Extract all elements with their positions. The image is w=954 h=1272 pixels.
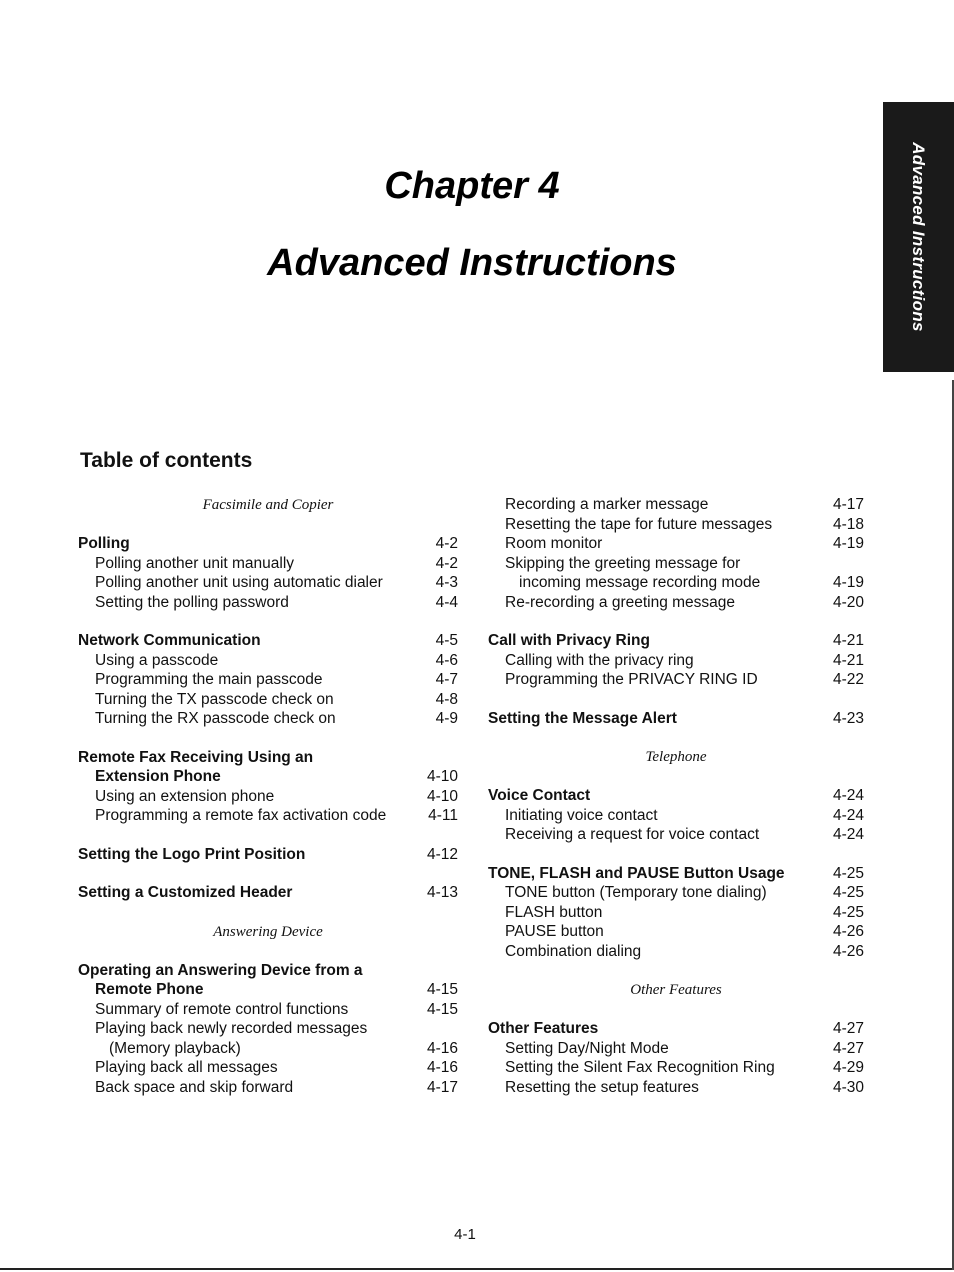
toc-page-number: 4-17 xyxy=(832,496,864,513)
toc-entry-title: Operating an Answering Device from a xyxy=(78,961,363,979)
toc-entry-title: Setting the Logo Print Position xyxy=(78,845,306,863)
toc-entry-title: TONE, FLASH and PAUSE Button Usage xyxy=(488,864,785,882)
toc-page-number: 4-20 xyxy=(832,593,864,611)
toc-entry-title: Call with Privacy Ring xyxy=(488,632,650,649)
toc-entry-title: FLASH button xyxy=(505,903,603,921)
toc-entry-row xyxy=(488,670,864,690)
toc-entry-title: Polling another unit manually xyxy=(95,554,295,572)
toc-entry-row xyxy=(78,806,458,826)
toc-entry-row xyxy=(488,1078,864,1098)
toc-entry-row xyxy=(78,670,458,690)
toc-entry-row xyxy=(488,1058,864,1078)
toc-entry-title: Using a passcode xyxy=(95,651,219,669)
toc-page-number: 4-24 xyxy=(832,826,864,843)
toc-entry-row xyxy=(488,495,864,515)
toc-page-number: 4-24 xyxy=(832,787,864,804)
toc-page-number: 4-17 xyxy=(426,1078,458,1096)
toc-page-number: 4-24 xyxy=(832,806,864,824)
toc-entry-title: Setting Day/Night Mode xyxy=(505,1039,669,1057)
toc-page-number: 4-2 xyxy=(435,535,458,552)
toc-page-number: 4-27 xyxy=(832,1020,864,1037)
toc-category: Other Features xyxy=(630,982,722,998)
toc-gap xyxy=(488,961,864,980)
toc-section-row xyxy=(78,534,458,554)
toc-page-number: 4-27 xyxy=(832,1039,864,1057)
toc-category: Answering Device xyxy=(213,923,323,940)
toc-entry-row xyxy=(78,1058,458,1078)
toc-entry-title: Setting the Message Alert xyxy=(488,709,677,727)
toc-entry-title: Playing back all messages xyxy=(95,1059,278,1076)
toc-entry-row xyxy=(78,573,458,593)
toc-entry-row xyxy=(78,709,458,729)
toc-page-number xyxy=(418,748,458,768)
toc-section-row xyxy=(78,748,458,768)
toc-page-number: 4-29 xyxy=(832,1059,864,1076)
toc-entry-row xyxy=(78,787,458,807)
toc-entry-row xyxy=(78,651,458,671)
toc-gap xyxy=(78,826,458,845)
toc-page-number: 4-16 xyxy=(426,1039,458,1057)
toc-entry-title: Turning the TX passcode check on xyxy=(95,690,334,708)
toc-page-number: 4-8 xyxy=(435,690,458,708)
toc-page-number: 4-25 xyxy=(832,884,864,901)
toc-entry-title: Setting a Customized Header xyxy=(78,884,293,901)
toc-page-number: 4-18 xyxy=(832,515,864,533)
toc-right-column xyxy=(488,495,864,1097)
toc-entry-row xyxy=(488,825,864,845)
toc-page-number: 4-10 xyxy=(426,768,458,785)
toc-entry-title: Recording a marker message xyxy=(505,496,709,513)
toc-entry-title: Turning the RX passcode check on xyxy=(95,710,336,727)
toc-page-number: 4-7 xyxy=(435,671,458,688)
toc-left-column xyxy=(78,495,458,1097)
toc-page-number: 4-10 xyxy=(426,787,458,805)
toc-section-row xyxy=(488,786,864,806)
toc-entry-row xyxy=(488,883,864,903)
toc-page-number: 4-25 xyxy=(832,903,864,921)
toc-entry-title: Network Communication xyxy=(78,632,261,649)
toc-gap xyxy=(488,845,864,864)
toc-entry-title: Using an extension phone xyxy=(95,787,275,805)
toc-entry-title: Setting the Silent Fax Recognition Ring xyxy=(505,1059,775,1076)
toc-entry-row xyxy=(78,593,458,613)
toc-page-number: 4-15 xyxy=(426,981,458,998)
toc-section-row xyxy=(78,767,458,787)
toc-entry-title: Resetting the tape for future messages xyxy=(505,515,773,533)
toc-entry-title: Receiving a request for voice contact xyxy=(505,826,760,843)
page-number: 4-1 xyxy=(454,1226,476,1243)
toc-page-number: 4-21 xyxy=(832,632,864,649)
toc-entry-title: Resetting the setup features xyxy=(505,1078,699,1096)
toc-entry-row xyxy=(78,1039,458,1059)
toc-page-number: 4-26 xyxy=(832,923,864,940)
toc-page-number: 4-5 xyxy=(435,632,458,649)
toc-page-number: 4-12 xyxy=(426,845,458,863)
toc-page-number xyxy=(418,1019,458,1039)
toc-entry-title: Summary of remote control functions xyxy=(95,1000,349,1018)
toc-entry-row xyxy=(488,651,864,671)
toc-section-row xyxy=(78,845,458,865)
toc-section-row xyxy=(488,1019,864,1039)
toc-entry-title: TONE button (Temporary tone dialing) xyxy=(505,884,767,901)
toc-page-number: 4-26 xyxy=(832,942,864,960)
toc-entry-title: Voice Contact xyxy=(488,787,591,804)
toc-section-row xyxy=(488,864,864,884)
toc-entry-title: Remote Phone xyxy=(95,981,204,998)
toc-entry-title: Playing back newly recorded messages xyxy=(95,1020,368,1037)
toc-entry-title: Re-recording a greeting message xyxy=(505,593,736,611)
toc-page-number: 4-21 xyxy=(832,651,864,669)
toc-entry-title: Other Features xyxy=(488,1020,599,1037)
toc-entry-title: Calling with the privacy ring xyxy=(505,651,694,669)
chapter-number: Chapter 4 xyxy=(384,165,560,207)
toc-entry-row xyxy=(488,573,864,593)
toc-entry-title: Polling xyxy=(78,535,130,552)
side-tab xyxy=(883,102,954,372)
toc-entry-title: Programming the main passcode xyxy=(95,671,323,688)
toc-entry-title: PAUSE button xyxy=(505,923,604,940)
toc-page-number: 4-13 xyxy=(426,884,458,901)
toc-gap xyxy=(78,864,458,883)
toc-entry-row xyxy=(488,593,864,613)
toc-gap xyxy=(78,515,458,534)
toc-entry-title: Setting the polling password xyxy=(95,593,289,611)
toc-section-row xyxy=(488,709,864,729)
toc-page-number: 4-15 xyxy=(426,1000,458,1018)
toc-entry-row xyxy=(488,922,864,942)
toc-entry-row xyxy=(488,554,864,574)
toc-entry-row xyxy=(78,1078,458,1098)
toc-entry-title: Skipping the greeting message for xyxy=(505,554,741,572)
toc-entry-title: Programming the PRIVACY RING ID xyxy=(505,671,758,688)
toc-page-number: 4-19 xyxy=(832,535,864,552)
toc-page-number: 4-30 xyxy=(832,1078,864,1096)
toc-gap xyxy=(78,942,458,961)
toc-entry-title: Room monitor xyxy=(505,535,603,552)
toc-entry-row xyxy=(488,942,864,962)
toc-section-row xyxy=(488,631,864,651)
toc-entry-row xyxy=(488,806,864,826)
toc-entry-title: Polling another unit using automatic dialer xyxy=(95,574,383,591)
toc-heading: Table of contents xyxy=(80,449,253,472)
toc-entry-title: incoming message recording mode xyxy=(519,574,761,591)
toc-section-row xyxy=(78,883,458,903)
toc-page-number: 4-23 xyxy=(832,709,864,727)
toc-entry-row xyxy=(78,690,458,710)
toc-page-number: 4-9 xyxy=(435,710,458,727)
toc-page-number: 4-25 xyxy=(832,864,864,882)
toc-entry-row xyxy=(78,1019,458,1039)
chapter-title: Advanced Instructions xyxy=(267,242,677,284)
toc-entry-title: (Memory playback) xyxy=(109,1039,241,1057)
toc-page-number: 4-16 xyxy=(426,1059,458,1076)
toc-entry-title: Remote Fax Receiving Using an xyxy=(78,748,314,766)
toc-entry-title: Extension Phone xyxy=(95,768,221,785)
toc-entry-title: Back space and skip forward xyxy=(95,1078,294,1096)
toc-entry-row xyxy=(78,1000,458,1020)
toc-gap xyxy=(78,729,458,748)
toc-gap xyxy=(488,612,864,631)
toc-page-number: 4-22 xyxy=(832,671,864,688)
toc-gap xyxy=(488,767,864,786)
toc-page-number: 4-6 xyxy=(435,651,458,669)
toc-category: Facsimile and Copier xyxy=(202,497,334,513)
toc-section-row xyxy=(78,631,458,651)
toc-entry-title: Initiating voice contact xyxy=(505,806,658,824)
side-tab-label: Advanced Instructions xyxy=(909,142,928,332)
toc-page-number: 4-19 xyxy=(832,574,864,591)
toc-gap xyxy=(78,903,458,922)
toc-entry-row xyxy=(488,534,864,554)
toc-page-number: 4-11 xyxy=(428,807,458,824)
toc-gap xyxy=(488,690,864,709)
toc-page-number: 4-4 xyxy=(435,593,458,611)
toc-gap xyxy=(488,728,864,747)
toc-gap xyxy=(488,1000,864,1019)
toc-page-number: 4-2 xyxy=(435,554,458,572)
toc-entry-row xyxy=(488,903,864,923)
toc-category: Telephone xyxy=(645,749,707,765)
toc-entry-title: Programming a remote fax activation code xyxy=(95,807,387,824)
toc-entry-title: Combination dialing xyxy=(505,942,642,960)
toc-section-row xyxy=(78,980,458,1000)
toc-section-row xyxy=(78,961,458,981)
toc-page-number xyxy=(418,961,458,981)
toc-page-number: 4-3 xyxy=(435,574,458,591)
toc-entry-row xyxy=(488,1039,864,1059)
toc-entry-row xyxy=(488,515,864,535)
toc-page-number xyxy=(824,554,864,574)
toc-gap xyxy=(78,612,458,631)
toc-entry-row xyxy=(78,554,458,574)
bottom-rule xyxy=(0,1268,954,1270)
